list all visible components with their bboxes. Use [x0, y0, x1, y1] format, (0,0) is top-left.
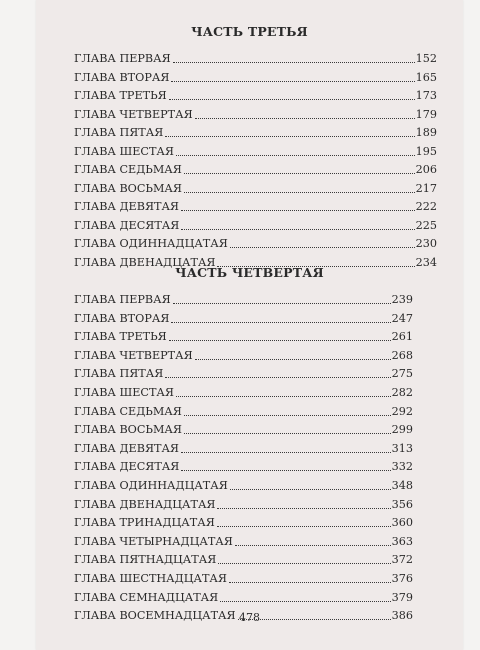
chapter-page-number: 348 [391, 479, 413, 492]
chapter-title: ГЛАВА СЕДЬМАЯ [74, 404, 182, 418]
chapter-page-number: 376 [391, 572, 413, 585]
chapter-page-number: 282 [391, 386, 413, 399]
dot-leader [171, 81, 414, 82]
dot-leader [165, 377, 390, 378]
chapter-page-number: 222 [415, 200, 437, 213]
dot-leader [229, 582, 391, 583]
toc-entry [74, 384, 413, 400]
chapter-title: ГЛАВА ПЯТАЯ [74, 126, 164, 139]
dot-leader [217, 508, 390, 509]
chapter-title: ГЛАВА ОДИННАДЦАТАЯ [74, 237, 228, 250]
toc-entry [74, 421, 413, 437]
dot-leader [184, 415, 391, 416]
toc-entry [74, 161, 437, 177]
toc-entry [74, 533, 413, 549]
toc-entry [74, 217, 437, 233]
dot-leader [235, 545, 391, 546]
dot-leader [195, 359, 391, 360]
dot-leader [218, 563, 390, 564]
dot-leader [181, 470, 390, 471]
chapter-title: ГЛАВА ДЕСЯТАЯ [74, 460, 180, 474]
chapter-page-number: 372 [391, 553, 413, 567]
chapter-title: ГЛАВА ПЕРВАЯ [74, 293, 171, 306]
chapter-title: ГЛАВА ВТОРАЯ [74, 70, 170, 84]
dot-leader [173, 303, 391, 304]
toc-entry [74, 235, 437, 251]
dot-leader [195, 118, 415, 119]
toc-entry [74, 291, 413, 307]
dot-leader [169, 340, 391, 341]
chapter-title: ГЛАВА ВОСЬМАЯ [74, 423, 182, 437]
chapter-page-number: 247 [391, 311, 413, 325]
chapter-title: ГЛАВА ДЕВЯТАЯ [74, 200, 179, 213]
chapter-title: ГЛАВА ВТОРАЯ [74, 311, 170, 325]
chapter-page-number: 363 [391, 534, 413, 548]
book-page [36, 0, 463, 650]
chapter-page-number: 206 [415, 163, 437, 176]
chapter-page-number: 360 [391, 516, 413, 530]
chapter-title: ГЛАВА СЕМНАДЦАТАЯ [74, 590, 219, 604]
toc-entry [74, 458, 413, 474]
toc-entry [74, 514, 413, 530]
toc-entry [74, 310, 413, 326]
toc-entry [74, 496, 413, 512]
toc-entry [74, 87, 437, 103]
chapter-page-number: 234 [415, 255, 437, 269]
part-heading: ЧАСТЬ ТРЕТЬЯ [191, 24, 308, 39]
chapter-title: ГЛАВА ПЯТАЯ [74, 367, 164, 381]
chapter-title: ГЛАВА ЧЕТВЕРТАЯ [74, 348, 193, 362]
toc-entry [74, 50, 437, 66]
toc-entry [74, 124, 437, 140]
dot-leader [230, 247, 415, 248]
toc-entry [74, 551, 413, 567]
chapter-title: ГЛАВА ВОСЬМАЯ [74, 181, 182, 195]
chapter-title: ГЛАВА ТРЕТЬЯ [74, 330, 167, 344]
chapter-page-number: 332 [391, 460, 413, 474]
toc-entry [74, 347, 413, 363]
toc-entry [74, 403, 413, 419]
dot-leader [171, 322, 390, 323]
dot-leader [176, 396, 391, 397]
toc-entry [74, 143, 437, 159]
toc-entry [74, 365, 413, 381]
chapter-page-number: 386 [391, 609, 413, 623]
chapter-page-number: 152 [415, 52, 437, 65]
chapter-title: ГЛАВА ДВЕНАДЦАТАЯ [74, 497, 216, 511]
chapter-page-number: 275 [391, 367, 413, 381]
toc-entry [74, 180, 437, 196]
dot-leader [184, 192, 415, 193]
chapter-title: ГЛАВА ПЯТНАДЦАТАЯ [74, 553, 217, 567]
toc-entry [74, 570, 413, 586]
chapter-title: ГЛАВА ВОСЕМНАДЦАТАЯ [74, 609, 236, 623]
chapter-title: ГЛАВА ПЕРВАЯ [74, 52, 171, 65]
chapter-page-number: 189 [415, 126, 437, 139]
chapter-title: ГЛАВА ШЕСТАЯ [74, 386, 174, 399]
chapter-page-number: 217 [415, 181, 437, 195]
dot-leader [220, 601, 390, 602]
dot-leader [181, 229, 414, 230]
chapter-page-number: 179 [415, 107, 437, 121]
chapter-title: ГЛАВА ДЕВЯТАЯ [74, 441, 179, 455]
chapter-page-number: 299 [391, 423, 413, 437]
chapter-title: ГЛАВА ЧЕТВЕРТАЯ [74, 107, 193, 121]
toc-entry [74, 589, 413, 605]
chapter-page-number: 268 [391, 348, 413, 362]
chapter-title: ГЛАВА ДЕСЯТАЯ [74, 218, 180, 232]
dot-leader [230, 489, 391, 490]
chapter-page-number: 239 [391, 293, 413, 306]
chapter-title: ГЛАВА ДВЕНАДЦАТАЯ [74, 255, 216, 269]
chapter-title: ГЛАВА ШЕСТАЯ [74, 144, 174, 158]
chapter-title: ГЛАВА ТРИНАДЦАТАЯ [74, 516, 215, 530]
dot-leader [217, 526, 391, 527]
dot-leader [181, 210, 415, 211]
chapter-page-number: 195 [415, 144, 437, 158]
chapter-page-number: 261 [391, 330, 413, 344]
chapter-title: ГЛАВА ОДИННАДЦАТАЯ [74, 479, 228, 492]
toc-entry [74, 106, 437, 122]
toc-entry [74, 440, 413, 456]
dot-leader [169, 99, 415, 100]
dot-leader [181, 452, 391, 453]
part-heading: ЧАСТЬ ЧЕТВЕРТАЯ [175, 265, 324, 280]
toc-entry [74, 198, 437, 214]
dot-leader [165, 136, 414, 137]
chapter-page-number: 225 [415, 218, 437, 232]
toc-entry [74, 477, 413, 493]
chapter-page-number: 379 [391, 590, 413, 604]
chapter-page-number: 356 [391, 497, 413, 511]
page-number: 478 [239, 611, 260, 624]
chapter-page-number: 292 [391, 404, 413, 418]
dot-leader [176, 155, 415, 156]
chapter-page-number: 173 [415, 89, 437, 102]
chapter-title: ГЛАВА ТРЕТЬЯ [74, 89, 167, 102]
dot-leader [184, 433, 391, 434]
chapter-page-number: 165 [415, 70, 437, 84]
chapter-title: ГЛАВА ЧЕТЫРНАДЦАТАЯ [74, 534, 233, 548]
toc-entry [74, 328, 413, 344]
dot-leader [184, 173, 415, 174]
toc-entry [74, 69, 437, 85]
chapter-page-number: 313 [391, 441, 413, 455]
chapter-title: ГЛАВА СЕДЬМАЯ [74, 163, 182, 176]
chapter-page-number: 230 [415, 237, 437, 250]
dot-leader [173, 62, 415, 63]
chapter-title: ГЛАВА ШЕСТНАДЦАТАЯ [74, 572, 227, 585]
